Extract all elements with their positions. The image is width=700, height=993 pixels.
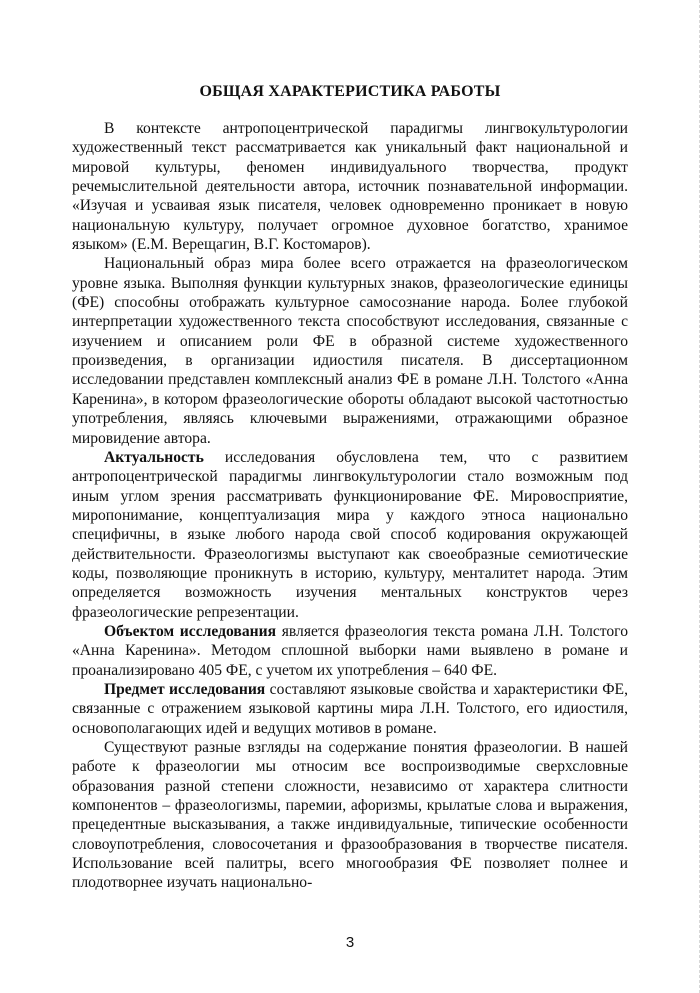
paragraph-intro bbox=[72, 119, 628, 254]
paragraph-lead: Предмет исследования bbox=[104, 680, 266, 698]
paragraph-object bbox=[72, 622, 628, 680]
paragraph-text: Национальный образ мира более всего отражается на фразеологическом уровне языка. Выполняя функции культурных знаков, фразеологические единицы (ФЕ) способны отображать культурное самосознание народа. Более глубокой интерпретации художественного текста способствуют исследования, связанные с изучением и описанием роли ФЕ в образной системе художественного произведения, в организации идиостиля писателя. В диссертационном исследовании представлен комплексный анализ ФЕ в романе Л.Н. Толстого «Анна Каренина», в котором фразеологические обороты обладают высокой частотностью употребления, являясь ключевыми выражениями, отражающими образное мировидение автора. bbox=[72, 255, 628, 447]
page-content bbox=[72, 82, 628, 893]
paragraph-text: Существуют разные взгляды на содержание понятия фразеологии. В нашей работе к фразеологии мы относим все воспроизводимые сверхсловные образования разной степени сложности, независимо от характера слитности компонентов – фразеологизмы, паремии, афоризмы, крылатые слова и выражения, прецедентные высказывания, а также индивидуальные, типические особенности словоупотребления, словосочетания и фразообразования в творчестве писателя. Использование всей палитры, всего многообразия ФЕ позволяет полнее и плодотворнее изучать национально- bbox=[72, 739, 628, 892]
paragraph-lead: Объектом исследования bbox=[104, 622, 277, 640]
page-title: ОБЩАЯ ХАРАКТЕРИСТИКА РАБОТЫ bbox=[199, 83, 501, 100]
page-number: 3 bbox=[345, 934, 355, 951]
paragraph-relevance bbox=[72, 448, 628, 622]
paragraph-phraseology bbox=[72, 738, 628, 893]
paragraph-text: составляют языковые свойства и характеристики ФЕ, связанные с отражением языковой картины мира Л.Н. Толстого, его идиостиля, основополагающих идей и ведущих мотивов в романе. bbox=[72, 680, 628, 737]
paragraph-text: В контексте антропоцентрической парадигмы лингвокультурологии художественный текст рассматривается как уникальный факт национальной и мировой культуры, феномен индивидуального творчества, продукт речемыслительной деятельности автора, источник познавательной информации. «Изучая и усваивая язык писателя, человек одновременно проникает в новую национальную культуру, получает огромное духовное богатство, хранимое языком» (Е.М. Верещагин, В.Г. Костомаров). bbox=[72, 120, 628, 254]
paragraph-national-image bbox=[72, 254, 628, 447]
paragraph-subject bbox=[72, 680, 628, 738]
paragraph-text: исследования обусловлена тем, что с развитием антропоцентрической парадигмы лингвокультурологии стало возможным под иным углом зрения рассматривать функционирование ФЕ. Мировосприятие, миропонимание, концептуализация мира у каждого этноса национально специфичны, в языке любого народа свой способ кодирования окружающей действительности. Фразеологизмы выступают как своеобразные семиотические коды, позволяющие проникнуть в историю, культуру, менталитет народа. Этим определяется возможность изучения ментальных конструктов через фразеологические репрезентации. bbox=[72, 448, 628, 621]
paragraph-lead: Актуальность bbox=[104, 448, 204, 466]
paragraph-text: является фразеология текста романа Л.Н. Толстого «Анна Каренина». Методом сплошной выборки нами выявлено в романе и проанализировано 405 ФЕ, с учетом их употребления – 640 ФЕ. bbox=[72, 622, 628, 679]
